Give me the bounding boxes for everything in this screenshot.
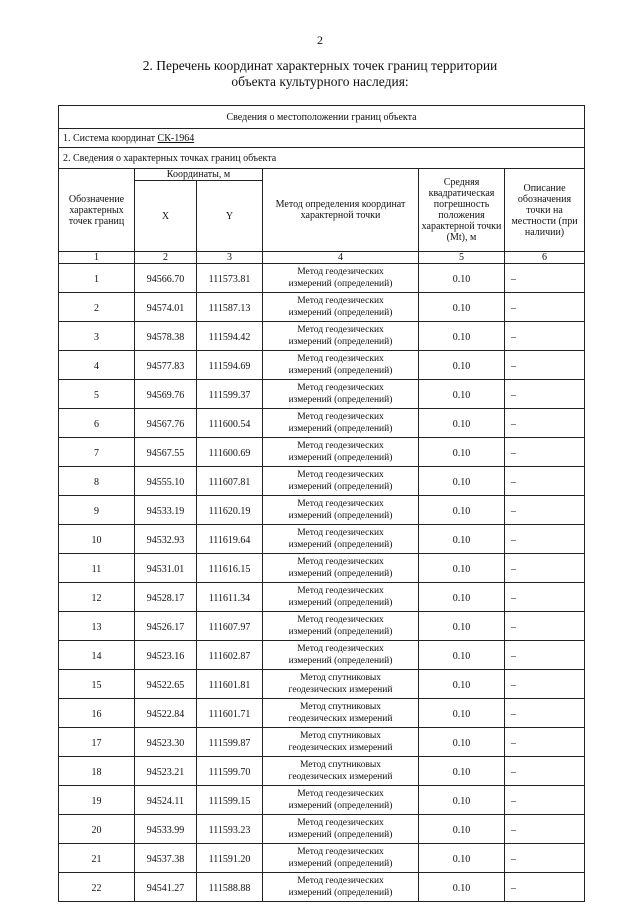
point-description: – [505,728,585,757]
method-line-1: Метод геодезических [297,586,384,596]
method-cell [263,844,419,873]
coordinate-x: 94524.11 [135,786,197,815]
coordinate-x: 94531.01 [135,554,197,583]
point-number: 17 [59,728,135,757]
method-line-1: Метод геодезических [297,644,384,654]
method-cell [263,496,419,525]
coordinate-y: 111602.87 [197,641,263,670]
point-number: 4 [59,351,135,380]
coordinate-x: 94523.21 [135,757,197,786]
method-cell [263,641,419,670]
point-description: – [505,264,585,293]
method-cell [263,554,419,583]
coordinate-y: 111620.19 [197,496,263,525]
coord-system-prefix: 1. Система координат [63,132,158,144]
point-number: 21 [59,844,135,873]
coordinate-x: 94566.70 [135,264,197,293]
table-row [59,583,585,612]
method-cell [263,728,419,757]
coordinate-x: 94578.38 [135,322,197,351]
header-description: Описание обозначения точки на местности (при наличии) [505,169,585,252]
error-value: 0.10 [419,322,505,351]
page-number: 2 [317,33,323,47]
coordinate-y: 111600.69 [197,438,263,467]
point-number: 10 [59,525,135,554]
method-cell [263,380,419,409]
point-number: 7 [59,438,135,467]
coordinate-y: 111594.42 [197,322,263,351]
table-body [59,264,585,902]
error-value: 0.10 [419,757,505,786]
table-row [59,670,585,699]
error-value: 0.10 [419,380,505,409]
point-description: – [505,496,585,525]
coordinate-y: 111587.13 [197,293,263,322]
document-title [0,58,640,90]
method-line-1: Метод геодезических [297,383,384,393]
method-line-1: Метод геодезических [297,441,384,451]
point-description: – [505,554,585,583]
method-cell [263,525,419,554]
point-number: 13 [59,612,135,641]
point-number: 15 [59,670,135,699]
point-description: – [505,583,585,612]
method-cell [263,322,419,351]
header-point-designation: Обозначение характерных точек границ [59,169,135,252]
method-line-2: измерений (определений) [288,452,393,463]
method-line-2: геодезических измерений [288,713,393,724]
point-description: – [505,438,585,467]
column-number: 1 [59,252,135,264]
table-row [59,525,585,554]
method-line-2: измерений (определений) [288,481,393,492]
coordinate-y: 111588.88 [197,873,263,902]
error-value: 0.10 [419,815,505,844]
coordinate-x: 94567.55 [135,438,197,467]
error-value: 0.10 [419,496,505,525]
method-cell [263,264,419,293]
column-number: 5 [419,252,505,264]
method-line-1: Метод геодезических [297,789,384,799]
method-line-1: Метод геодезических [297,615,384,625]
table-row [59,438,585,467]
coordinate-y: 111607.81 [197,467,263,496]
table-row [59,757,585,786]
method-line-1: Метод геодезических [297,528,384,538]
point-description: – [505,612,585,641]
point-description: – [505,467,585,496]
method-cell [263,757,419,786]
coordinate-y: 111573.81 [197,264,263,293]
point-number: 18 [59,757,135,786]
header-coordinates: Координаты, м [135,169,263,181]
method-line-2: измерений (определений) [288,278,393,289]
point-description: – [505,844,585,873]
error-value: 0.10 [419,409,505,438]
method-cell [263,699,419,728]
method-line-1: Метод геодезических [297,557,384,567]
error-value: 0.10 [419,264,505,293]
point-number: 20 [59,815,135,844]
section-title: Сведения о местоположении границ объекта [59,106,585,129]
table-row [59,844,585,873]
method-cell [263,612,419,641]
method-line-2: измерений (определений) [288,568,393,579]
coordinate-y: 111591.20 [197,844,263,873]
error-value: 0.10 [419,873,505,902]
method-cell [263,786,419,815]
header-x: X [135,181,197,252]
column-numbers-row [59,252,585,264]
method-cell [263,670,419,699]
method-line-1: Метод геодезических [297,354,384,364]
coordinate-y: 111611.34 [197,583,263,612]
coordinate-y: 111601.71 [197,699,263,728]
coordinate-y: 111599.87 [197,728,263,757]
method-line-1: Метод спутниковых [299,673,382,683]
error-value: 0.10 [419,728,505,757]
point-description: – [505,293,585,322]
method-line-2: измерений (определений) [288,423,393,434]
points-title: 2. Сведения о характерных точках границ объекта [59,148,585,169]
method-line-1: Метод спутниковых [299,760,382,770]
table-row [59,699,585,728]
point-description: – [505,351,585,380]
point-number: 5 [59,380,135,409]
point-description: – [505,670,585,699]
point-number: 1 [59,264,135,293]
table-row [59,264,585,293]
coordinate-x: 94522.84 [135,699,197,728]
coord-system-name: СК-1964 [157,132,195,144]
table-row [59,815,585,844]
title-line-2: объекта культурного наследия: [231,74,409,89]
coordinate-y: 111619.64 [197,525,263,554]
method-cell [263,583,419,612]
error-value: 0.10 [419,641,505,670]
method-line-2: измерений (определений) [288,394,393,405]
method-line-2: измерений (определений) [288,626,393,637]
point-number: 3 [59,322,135,351]
method-line-1: Метод геодезических [297,847,384,857]
method-cell [263,815,419,844]
error-value: 0.10 [419,699,505,728]
coordinate-x: 94523.16 [135,641,197,670]
error-value: 0.10 [419,467,505,496]
coordinates-table [58,105,585,902]
error-value: 0.10 [419,786,505,815]
method-line-1: Метод геодезических [297,876,384,886]
method-line-1: Метод геодезических [297,818,384,828]
header-y: Y [197,181,263,252]
method-cell [263,409,419,438]
coordinate-x: 94523.30 [135,728,197,757]
method-line-1: Метод геодезических [297,412,384,422]
error-value: 0.10 [419,844,505,873]
coordinate-x: 94522.65 [135,670,197,699]
table-row [59,467,585,496]
coordinate-x: 94537.38 [135,844,197,873]
coordinate-y: 111594.69 [197,351,263,380]
coordinate-x: 94533.19 [135,496,197,525]
method-line-2: измерений (определений) [288,800,393,811]
method-line-2: геодезических измерений [288,771,393,782]
coordinate-x: 94555.10 [135,467,197,496]
header-error: Средняя квадратическая погрешность положения характерной точки (Mt), м [419,169,505,252]
method-line-2: измерений (определений) [288,336,393,347]
error-value: 0.10 [419,612,505,641]
coordinate-y: 111599.15 [197,786,263,815]
coordinate-x: 94528.17 [135,583,197,612]
coordinate-x: 94567.76 [135,409,197,438]
table-row [59,351,585,380]
method-line-2: измерений (определений) [288,887,393,898]
method-line-1: Метод спутниковых [299,702,382,712]
method-line-1: Метод геодезических [297,499,384,509]
table-row [59,786,585,815]
method-line-2: измерений (определений) [288,858,393,869]
header-method: Метод определения координат характерной точки [263,169,419,252]
column-number: 2 [135,252,197,264]
column-number: 3 [197,252,263,264]
coordinate-y: 111607.97 [197,612,263,641]
point-number: 19 [59,786,135,815]
method-line-2: измерений (определений) [288,829,393,840]
table-row [59,293,585,322]
point-description: – [505,786,585,815]
method-line-2: измерений (определений) [288,655,393,666]
method-line-2: геодезических измерений [288,742,393,753]
point-description: – [505,525,585,554]
point-number: 12 [59,583,135,612]
table-row [59,380,585,409]
point-description: – [505,409,585,438]
method-cell [263,873,419,902]
method-line-2: геодезических измерений [288,684,393,695]
table-row [59,641,585,670]
point-number: 9 [59,496,135,525]
method-line-2: измерений (определений) [288,510,393,521]
method-line-2: измерений (определений) [288,365,393,376]
method-line-1: Метод спутниковых [299,731,382,741]
table-row [59,612,585,641]
coordinate-y: 111599.70 [197,757,263,786]
coordinate-y: 111599.37 [197,380,263,409]
point-description: – [505,699,585,728]
coordinate-y: 111600.54 [197,409,263,438]
coordinate-x: 94532.93 [135,525,197,554]
coordinate-x: 94533.99 [135,815,197,844]
coordinate-x: 94577.83 [135,351,197,380]
error-value: 0.10 [419,670,505,699]
method-line-1: Метод геодезических [297,267,384,277]
coordinate-x: 94569.76 [135,380,197,409]
column-number: 4 [263,252,419,264]
method-line-2: измерений (определений) [288,597,393,608]
method-line-1: Метод геодезических [297,296,384,306]
method-cell [263,467,419,496]
method-line-1: Метод геодезических [297,325,384,335]
point-description: – [505,641,585,670]
method-line-2: измерений (определений) [288,307,393,318]
table-row [59,873,585,902]
table-row [59,496,585,525]
point-number: 22 [59,873,135,902]
coord-system-row [59,129,585,148]
error-value: 0.10 [419,525,505,554]
error-value: 0.10 [419,554,505,583]
point-number: 8 [59,467,135,496]
table-row [59,409,585,438]
table-row [59,554,585,583]
error-value: 0.10 [419,583,505,612]
method-line-1: Метод геодезических [297,470,384,480]
coordinate-x: 94541.27 [135,873,197,902]
point-description: – [505,322,585,351]
method-cell [263,438,419,467]
coordinate-x: 94526.17 [135,612,197,641]
point-number: 11 [59,554,135,583]
table-row [59,322,585,351]
method-line-2: измерений (определений) [288,539,393,550]
column-number: 6 [505,252,585,264]
point-description: – [505,757,585,786]
method-cell [263,351,419,380]
point-description: – [505,815,585,844]
error-value: 0.10 [419,438,505,467]
coordinate-x: 94574.01 [135,293,197,322]
coordinate-y: 111593.23 [197,815,263,844]
point-number: 16 [59,699,135,728]
point-description: – [505,380,585,409]
method-cell [263,293,419,322]
title-line-1: 2. Перечень координат характерных точек границ территории [142,58,498,73]
point-number: 14 [59,641,135,670]
point-number: 2 [59,293,135,322]
error-value: 0.10 [419,351,505,380]
error-value: 0.10 [419,293,505,322]
coordinate-y: 111601.81 [197,670,263,699]
point-number: 6 [59,409,135,438]
coordinate-y: 111616.15 [197,554,263,583]
table-row [59,728,585,757]
point-description: – [505,873,585,902]
